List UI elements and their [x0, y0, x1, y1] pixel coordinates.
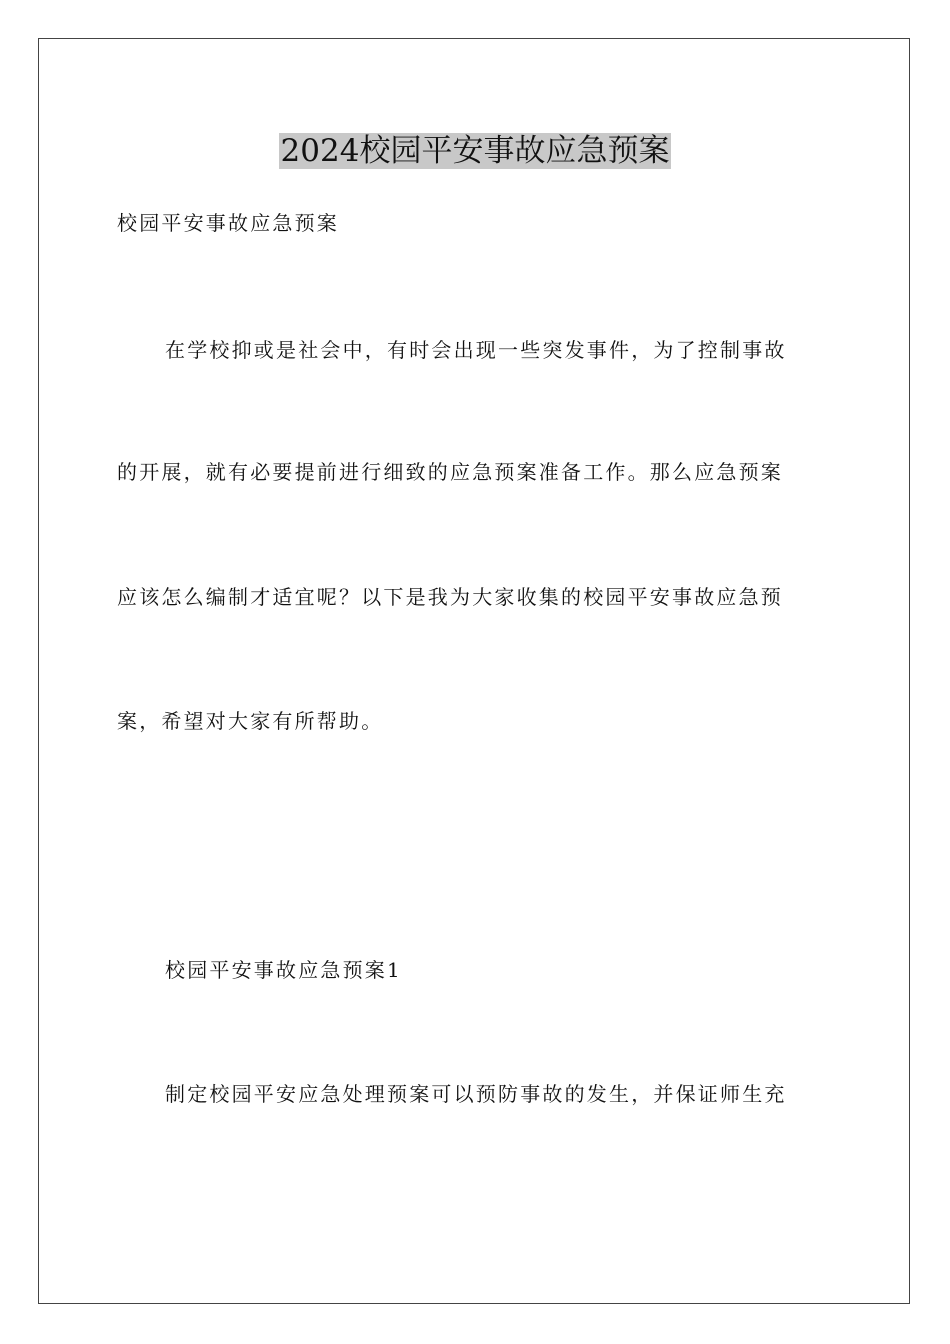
intro-line-2: 的开展，就有必要提前进行细致的应急预案准备工作。那么应急预案 [117, 460, 783, 484]
intro-line-1: 在学校抑或是社会中，有时会出现一些突发事件，为了控制事故 [165, 338, 787, 362]
document-subtitle: 校园平安事故应急预案 [117, 211, 339, 235]
section-paragraph-line-1: 制定校园平安应急处理预案可以预防事故的发生，并保证师生充 [165, 1082, 787, 1106]
section-heading: 校园平安事故应急预案1 [165, 958, 402, 982]
intro-line-4: 案，希望对大家有所帮助。 [117, 709, 384, 733]
document-title [0, 126, 950, 176]
intro-line-3: 应该怎么编制才适宜呢？以下是我为大家收集的校园平安事故应急预 [117, 585, 783, 609]
document-title-text: 2024校园平安事故应急预案 [280, 133, 670, 169]
